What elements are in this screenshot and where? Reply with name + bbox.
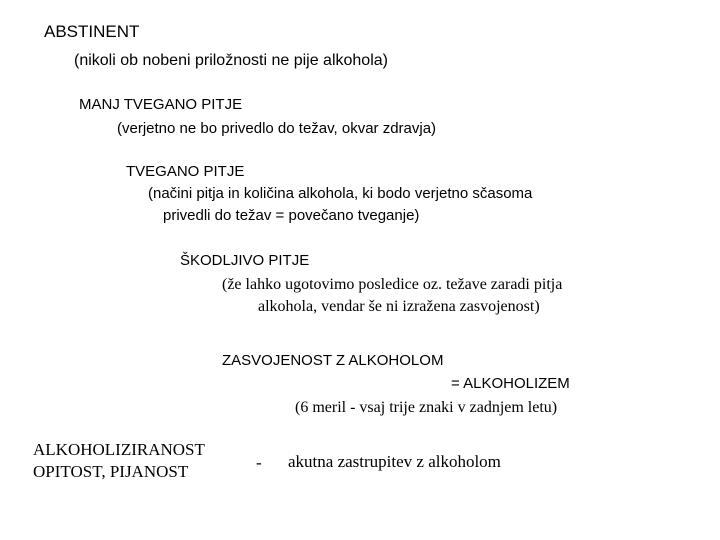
zasvojenost-title: ZASVOJENOST Z ALKOHOLOM — [222, 352, 444, 369]
separator-dash: - — [256, 453, 262, 472]
abstinent-description: (nikoli ob nobeni priložnosti ne pije alkohola) — [74, 52, 388, 69]
abstinent-title: ABSTINENT — [44, 22, 140, 41]
skodljivo-description-line1: (že lahko ugotovimo posledice oz. težave zaradi pitja — [222, 276, 563, 293]
tvegano-description-line2: privedli do težav = povečano tveganje) — [163, 207, 420, 224]
zasvojenost-equals: = ALKOHOLIZEM — [451, 375, 570, 392]
tvegano-title: TVEGANO PITJE — [126, 163, 245, 180]
akutna-zastrupitev-text: akutna zastrupitev z alkoholom — [288, 452, 501, 471]
manj-tvegano-description: (verjetno ne bo privedlo do težav, okvar zdravja) — [117, 120, 437, 137]
skodljivo-title: ŠKODLJIVO PITJE — [180, 252, 310, 269]
skodljivo-description-line2: alkohola, vendar še ni izražena zasvojenost) — [258, 298, 540, 315]
tvegano-description-line1: (načini pitja in količina alkohola, ki bodo verjetno sčasoma — [148, 185, 533, 202]
alkoholiziranost-label: ALKOHOLIZIRANOST — [33, 440, 205, 459]
zasvojenost-description: (6 meril - vsaj trije znaki v zadnjem letu) — [295, 399, 558, 416]
opitost-pijanost-label: OPITOST, PIJANOST — [33, 462, 189, 481]
manj-tvegano-title: MANJ TVEGANO PITJE — [79, 96, 243, 113]
